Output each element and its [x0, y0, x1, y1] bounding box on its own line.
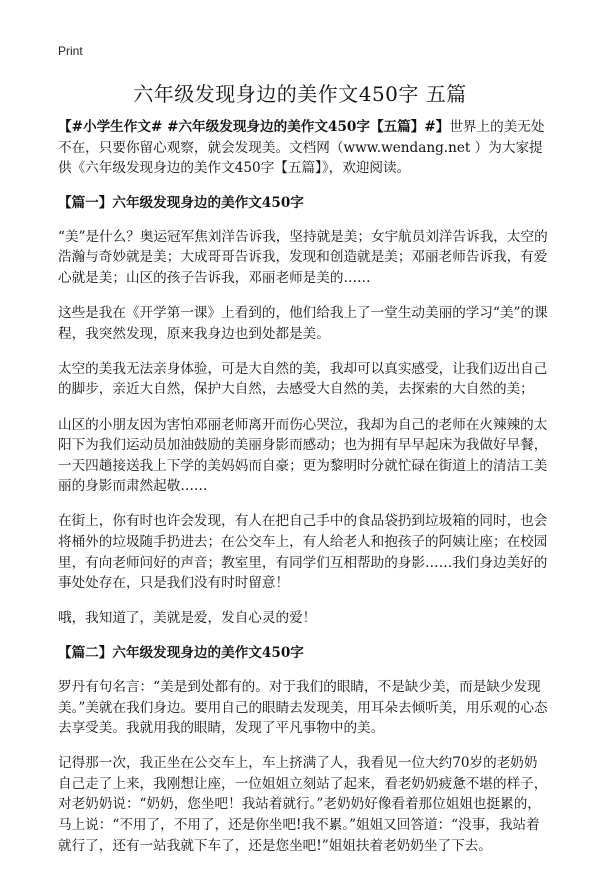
- paragraph: 太空的美我无法亲身体验，可是大自然的美，我却可以真实感受，让我们迈出自己的脚步，亲近大自然，保护大自然，去感受大自然的美，去探索的大自然的美；: [58, 360, 548, 398]
- intro-bold-tags: 【#小学生作文# #六年级发现身边的美作文450字【五篇】#】: [58, 119, 450, 135]
- paragraph: 在街上，你有时也许会发现，有人在把自己手中的食品袋扔到垃圾箱的同时，也会将桶外的垃圾随手扔进去；在公交车上，有人给老人和抱孩子的阿姨让座；在校园里，有向老师问好的声音；教室里，有同学们互相帮助的身影……我们身边美好的事处处存在，只是我们没有时时留意！: [58, 513, 548, 592]
- paragraph: 哦，我知道了，美就是爱，发自心灵的爱！: [58, 610, 317, 627]
- paragraph: 罗丹有句名言：“美是到处都有的。对于我们的眼睛，不是缺少美，而是缺少发现美。”美就在我们身边。要用自己的眼睛去发现美，用耳朵去倾听美，用乐观的心态去享受美。我就用我的眼睛，发现了平凡事物中的美。: [58, 678, 548, 737]
- section-heading-2: 【篇二】六年级发现身边的美作文450字: [58, 645, 304, 662]
- article-body: [58, 117, 548, 871]
- page-title: 六年级发现身边的美作文450字 五篇: [133, 82, 467, 106]
- paragraph: 这些是我在《开学第一课》上看到的，他们给我上了一堂生动美丽的学习“美”的课程，我突然发现，原来我身边也到处都是美。: [58, 305, 548, 342]
- paragraph: 记得那一次，我正坐在公交车上，车上挤满了人，我看见一位大约70岁的老奶奶自己走了上来，我刚想让座，一位姐姐立刻站了起来，看老奶奶疲惫不堪的样子，对老奶奶说：“奶奶，您坐吧！我站着就行。”老奶奶好像看着那位姐姐也挺累的，马上说：“不用了，不用了，还是你坐吧!我不累。”姐姐又回答道：“没事，我站着就行了，还有一站我就下车了，还是您坐吧!”姐姐扶着老奶奶坐了下去。: [58, 755, 548, 854]
- print-label: Print: [58, 44, 83, 58]
- paragraph: “美”是什么？奥运冠军焦刘洋告诉我，坚持就是美；女宇航员刘洋告诉我，太空的浩瀚与奇妙就是美；大成哥哥告诉我，发现和创造就是美；邓丽老师告诉我，有爱心就是美；山区的孩子告诉我，邓丽老师是美的……: [58, 228, 548, 287]
- intro-text: 世界上的美无处不在，只要你留心观察，就会发现美。文档网（www.wendang.net ）为大家提供《六年级发现身边的美作文450字【五篇】》，欢迎阅读。: [58, 119, 545, 177]
- section-heading-1: 【篇一】六年级发现身边的美作文450字: [58, 195, 304, 212]
- intro-paragraph: [58, 117, 548, 179]
- paragraph: 山区的小朋友因为害怕邓丽老师离开而伤心哭泣，我却为自己的老师在火辣辣的太阳下为我们运动员加油鼓励的美丽身影而感动；也为拥有早早起床为我做好早餐，一天四趟接送我上下学的美妈妈而自豪；更为黎明时分就忙碌在街道上的清洁工美丽的身影而肃然起敬……: [58, 416, 548, 495]
